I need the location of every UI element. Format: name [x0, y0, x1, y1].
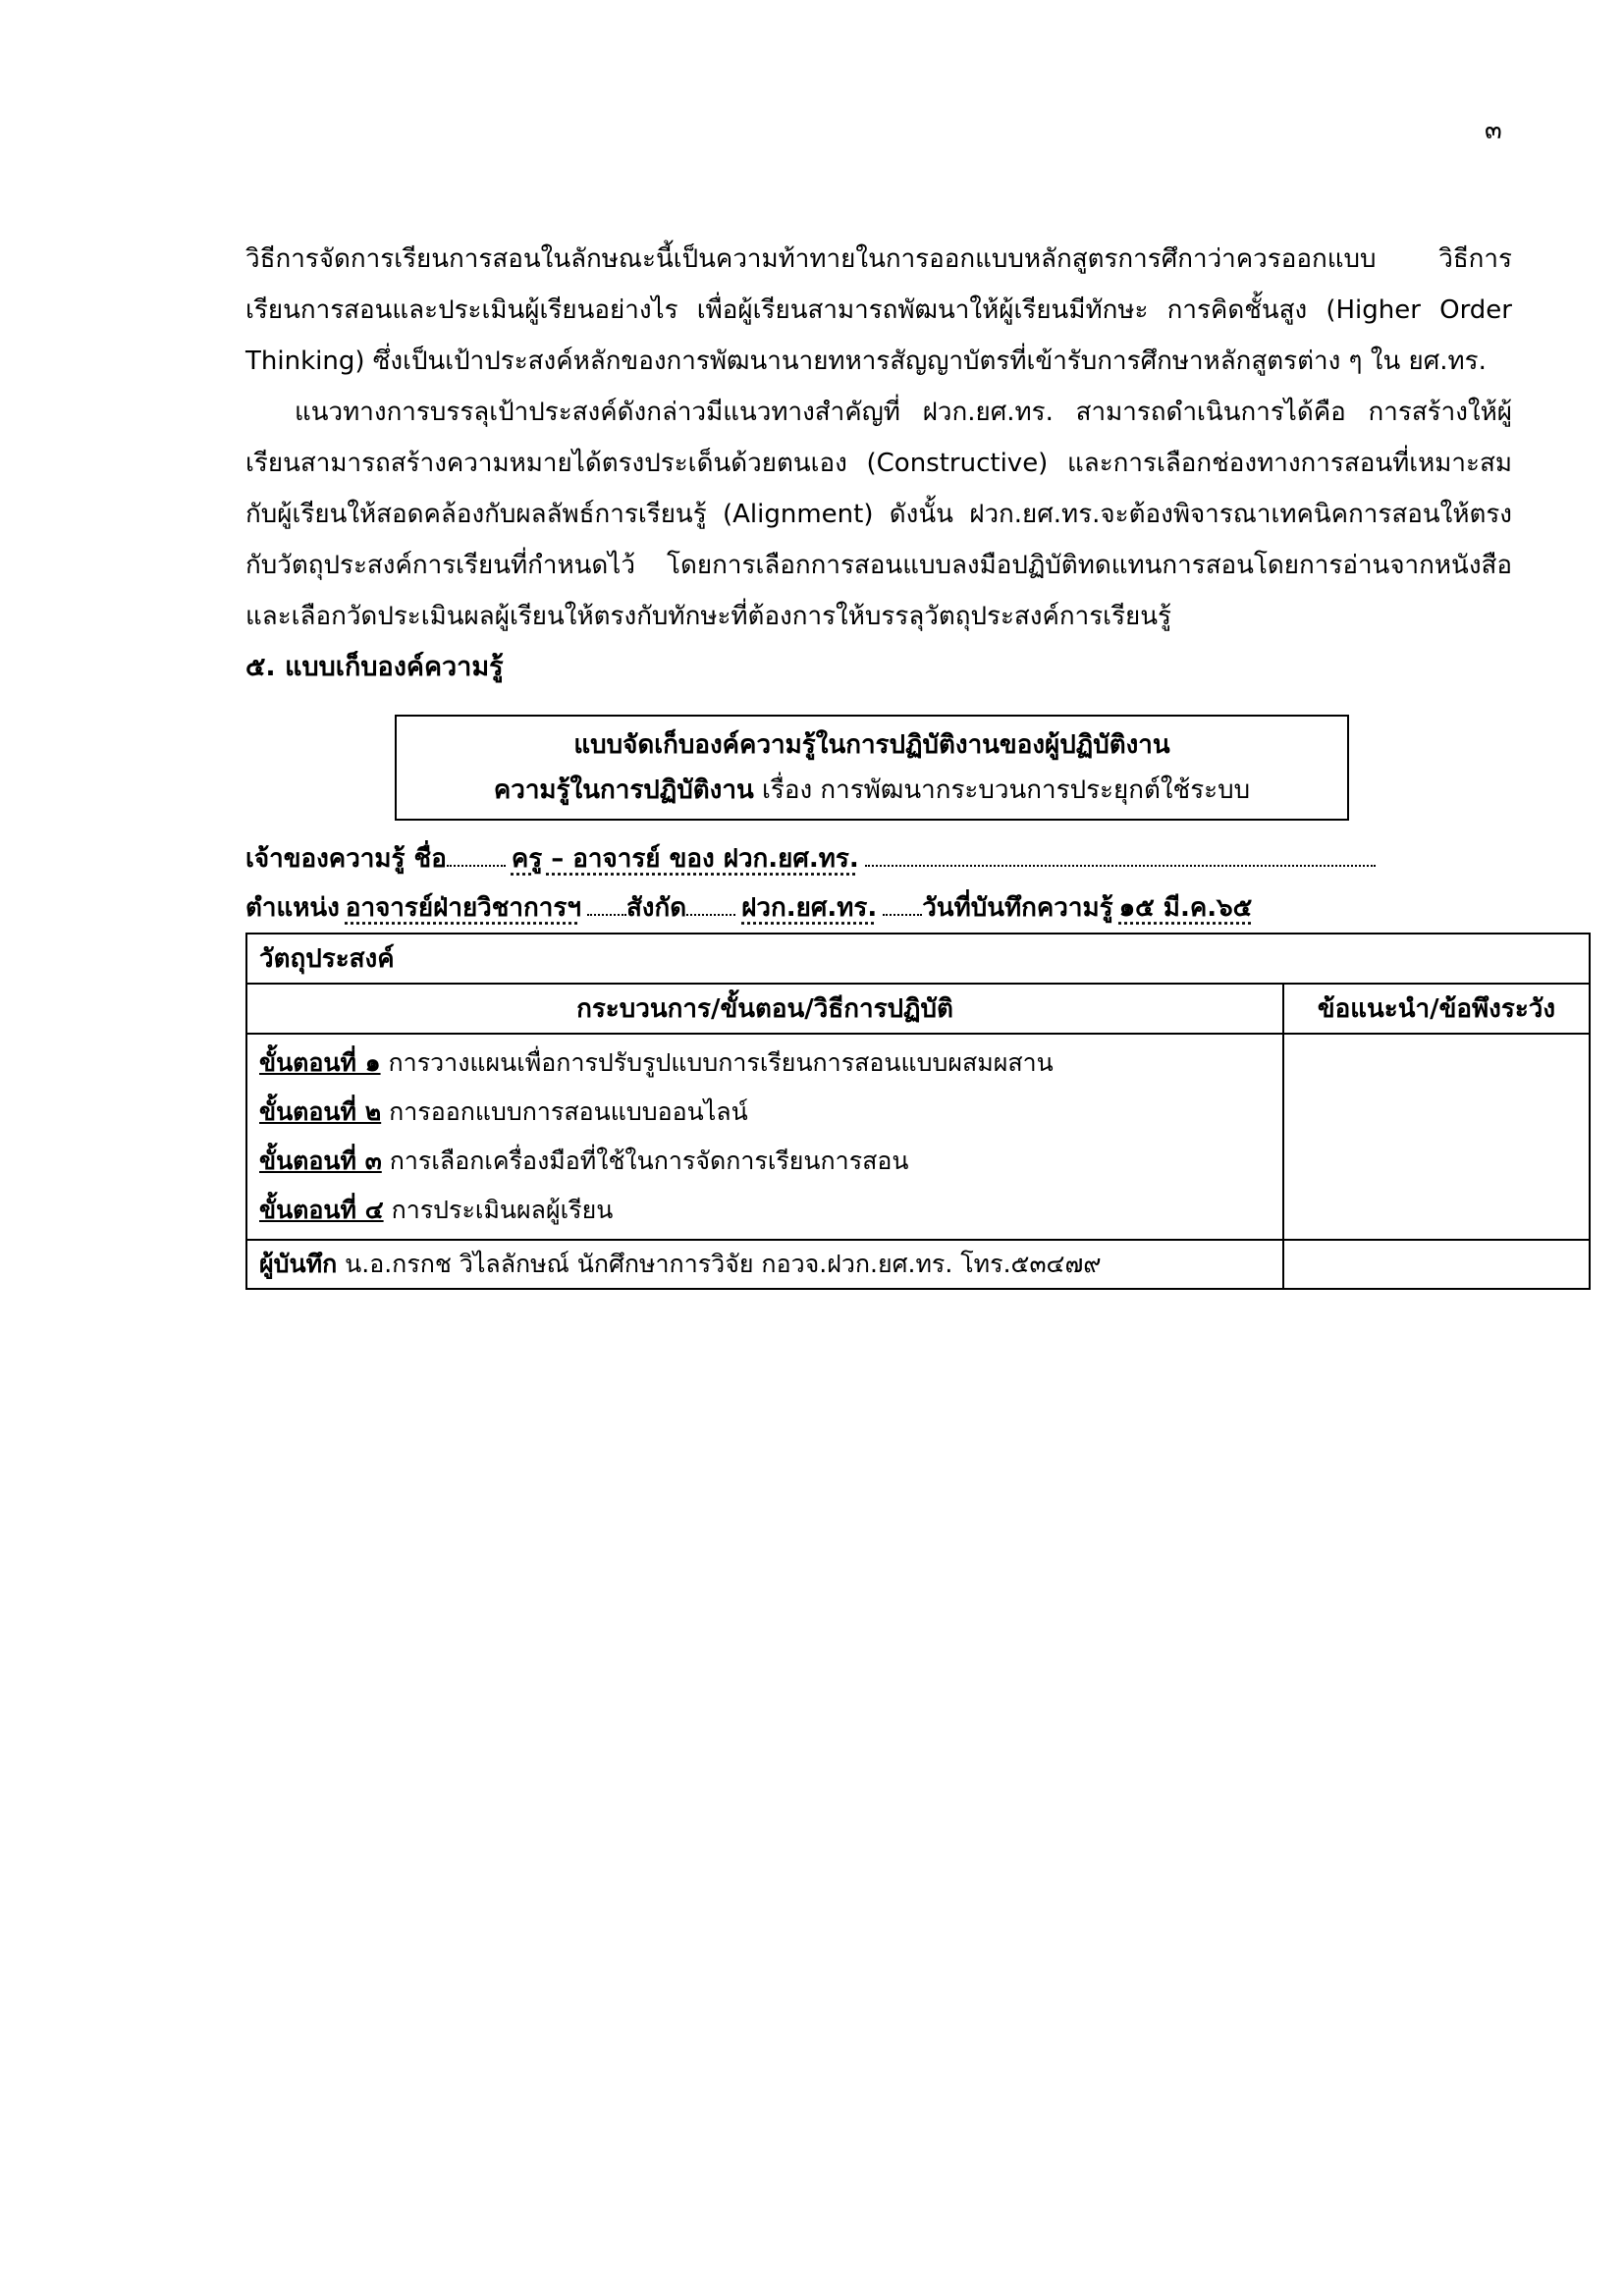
step-4-text: การประเมินผลผู้เรียน [383, 1196, 614, 1224]
step-2-text: การออกแบบการสอนแบบออนไลน์ [381, 1097, 748, 1126]
position-line [245, 883, 1512, 933]
step-1-label: ขั้นตอนที่ ๑ [259, 1048, 381, 1077]
step-3-label: ขั้นตอนที่ ๓ [259, 1147, 382, 1175]
owner-line [245, 834, 1512, 883]
page-number: ๓ [1485, 116, 1502, 145]
affiliation-value: ฝวก.ยศ.ทร. [741, 893, 878, 923]
step-3-text: การเลือกเครื่องมือที่ใช้ในการจัดการเรียนการสอน [381, 1147, 909, 1175]
steps-cell [246, 1034, 1283, 1240]
advice-cell [1283, 1034, 1590, 1240]
position-value: อาจารย์ฝ่ายวิชาการฯ [345, 893, 581, 923]
affiliation-dots-lead [686, 914, 735, 916]
form-title-box [395, 715, 1349, 821]
form-subtitle [397, 768, 1347, 813]
affiliation-dots-trail [883, 914, 922, 916]
affiliation-label: สังกัด [625, 893, 687, 923]
paragraph-intro: วิธีการจัดการเรียนการสอนในลักษณะนี้เป็นความท้าทายในการออกแบบหลักสูตรการศึกาว่าควรออกแบบ วิธีการเรียนการสอนและประเมินผู้เรียนอย่างไร เพื่อผู้เรียนสามารถพัฒนาให้ผู้เรียนมีทักษะ การคิดชั้นสูง (Higher Order Thinking) ซึ่งเป็นเป้าประสงค์หลักของการพัฒนานายทหารสัญญาบัตรที่เข้ารับการศึกษาหลักสูตรต่าง ๆ ใน ยศ.ทร. [245, 244, 1512, 376]
form-subtitle-text: เรื่อง การพัฒนากระบวนการประยุกต์ใช้ระบบ [753, 775, 1251, 805]
recorder-advice-cell [1283, 1240, 1590, 1289]
form-title: แบบจัดเก็บองค์ความรู้ในการปฏิบัติงานของผู้ปฏิบัติงาน [573, 730, 1170, 760]
owner-dots-trail [865, 865, 1376, 867]
step-1-text: การวางแผนเพื่อการปรับรูปแบบการเรียนการสอนแบบผสมผสาน [380, 1048, 1054, 1077]
objective-cell: วัตถุประสงค์ [246, 934, 1590, 984]
section-heading: ๕. แบบเก็บองค์ความรู้ [245, 652, 504, 682]
position-dots [587, 914, 626, 916]
recorder-text: น.อ.กรกช วิไลลักษณ์ นักศึกษาการวิจัย กอวจ.ฝวก.ยศ.ทร. โทร.๕๓๔๗๙ [337, 1250, 1102, 1278]
step-4 [259, 1186, 1271, 1235]
document-body [245, 234, 1556, 1290]
process-column-header: กระบวนการ/ขั้นตอน/วิธีการปฏิบัติ [246, 984, 1283, 1034]
step-4-label: ขั้นตอนที่ ๔ [259, 1196, 384, 1224]
date-label: วันที่บันทึกความรู้ [922, 893, 1113, 923]
step-3 [259, 1137, 1271, 1186]
owner-dots-lead [447, 865, 506, 867]
form-subtitle-label: ความรู้ในการปฏิบัติงาน [493, 775, 754, 805]
paragraph-approach: แนวทางการบรรลุเป้าประสงค์ดังกล่าวมีแนวทางสำคัญที่ ฝวก.ยศ.ทร. สามารถดำเนินการได้คือ การสร้างให้ผู้เรียนสามารถสร้างความหมายได้ตรงประเด็นด้วยตนเอง (Constructive) และการเลือกช่องทางการสอนที่เหมาะสมกับผู้เรียนให้สอดคล้องกับผลลัพธ์การเรียนรู้ (Alignment) ดังนั้น ฝวก.ยศ.ทร.จะต้องพิจารณาเทคนิคการสอนให้ตรงกับวัตถุประสงค์การเรียนที่กำหนดไว้ โดยการเลือกการสอนแบบลงมือปฏิบัติทดแทนการสอนโดยการอ่านจากหนังสือ และเลือกวัดประเมินผลผู้เรียนให้ตรงกับทักษะที่ต้องการให้บรรลุวัตถุประสงค์การเรียนรู้ [245, 398, 1512, 631]
owner-label: เจ้าของความรู้ ชื่อ [245, 844, 447, 874]
advice-column-header: ข้อแนะนำ/ข้อพึงระวัง [1283, 984, 1590, 1034]
owner-value: ครู – อาจารย์ ของ ฝวก.ยศ.ทร. [511, 844, 859, 874]
recorder-label: ผู้บันทึก [259, 1250, 338, 1278]
position-label: ตำแหน่ง [245, 893, 340, 923]
knowledge-table [245, 933, 1591, 1290]
date-value: ๑๕ มี.ค.๖๕ [1118, 893, 1253, 923]
step-2 [259, 1088, 1271, 1137]
step-1 [259, 1039, 1271, 1088]
recorder-cell [246, 1240, 1283, 1289]
step-2-label: ขั้นตอนที่ ๒ [259, 1097, 382, 1126]
